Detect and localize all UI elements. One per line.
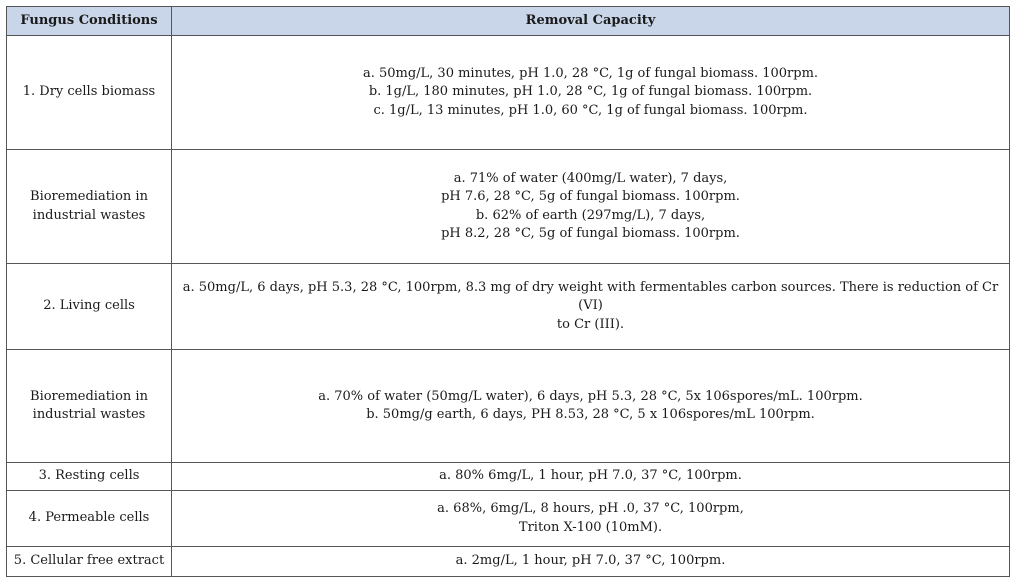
header-fungus-conditions: Fungus Conditions xyxy=(7,7,172,36)
table-row xyxy=(7,491,1010,547)
condition-text: industrial wastes xyxy=(32,407,146,422)
capacity-line: a. 50mg/L, 30 minutes, pH 1.0, 28 °C, 1g of fungal biomass. 100rpm. xyxy=(362,65,819,81)
capacity-cell xyxy=(172,547,1010,577)
condition-text: 4. Permeable cells xyxy=(28,510,150,526)
condition-cell xyxy=(7,491,172,547)
header-removal-capacity: Removal Capacity xyxy=(172,7,1010,36)
capacity-line: pH 8.2, 28 °C, 5g of fungal biomass. 100rpm. xyxy=(441,226,740,241)
capacity-cell xyxy=(172,264,1010,350)
capacity-line: b. 62% of earth (297mg/L), 7 days, xyxy=(475,207,706,223)
capacity-line: pH 7.6, 28 °C, 5g of fungal biomass. 100rpm. xyxy=(441,189,740,204)
condition-cell xyxy=(7,547,172,577)
condition-text: 1. Dry cells biomass xyxy=(22,84,156,100)
condition-text: industrial wastes xyxy=(32,207,146,223)
capacity-line: c. 1g/L, 13 minutes, pH 1.0, 60 °C, 1g of fungal biomass. 100rpm. xyxy=(373,102,808,118)
condition-cell xyxy=(7,350,172,463)
table-row xyxy=(7,463,1010,491)
condition-text: Bioremediation in xyxy=(30,388,148,404)
capacity-cell xyxy=(172,463,1010,491)
condition-cell xyxy=(7,36,172,150)
capacity-cell xyxy=(172,150,1010,264)
capacity-line: a. 68%, 6mg/L, 8 hours, pH .0, 37 °C, 100rpm, xyxy=(437,501,744,516)
condition-cell xyxy=(7,150,172,264)
table-row xyxy=(7,150,1010,264)
capacity-line: a. 71% of water (400mg/L water), 7 days, xyxy=(453,170,728,186)
table-row xyxy=(7,264,1010,350)
capacity-line: a. 50mg/L, 6 days, pH 5.3, 28 °C, 100rpm, 8.3 mg of dry weight with fermentables carbon sources. There is reduction of Cr (VI) xyxy=(182,279,999,314)
table-row xyxy=(7,36,1010,150)
capacity-line: Triton X-100 (10mM). xyxy=(518,519,663,535)
fungus-removal-table xyxy=(6,6,1010,577)
capacity-line: b. 1g/L, 180 minutes, pH 1.0, 28 °C, 1g of fungal biomass. 100rpm. xyxy=(368,84,813,100)
capacity-cell xyxy=(172,491,1010,547)
table-row xyxy=(7,350,1010,463)
capacity-cell xyxy=(172,36,1010,150)
capacity-line: a. 80% 6mg/L, 1 hour, pH 7.0, 37 °C, 100rpm. xyxy=(439,468,742,484)
capacity-line: a. 2mg/L, 1 hour, pH 7.0, 37 °C, 100rpm. xyxy=(455,553,726,569)
condition-text: 3. Resting cells xyxy=(38,468,140,484)
condition-text: 2. Living cells xyxy=(43,298,135,314)
header-row xyxy=(7,7,1010,36)
capacity-line: to Cr (III). xyxy=(556,316,625,332)
condition-cell xyxy=(7,463,172,491)
table-row xyxy=(7,547,1010,577)
capacity-line: a. 70% of water (50mg/L water), 6 days, pH 5.3, 28 °C, 5x 106spores/mL. 100rpm. xyxy=(318,388,863,404)
table-container xyxy=(6,6,1010,577)
capacity-line: b. 50mg/g earth, 6 days, PH 8.53, 28 °C, 5 x 106spores/mL 100rpm. xyxy=(366,407,815,422)
capacity-cell xyxy=(172,350,1010,463)
condition-text: 5. Cellular free extract xyxy=(13,553,165,569)
condition-cell xyxy=(7,264,172,350)
condition-text: Bioremediation in xyxy=(30,189,148,204)
